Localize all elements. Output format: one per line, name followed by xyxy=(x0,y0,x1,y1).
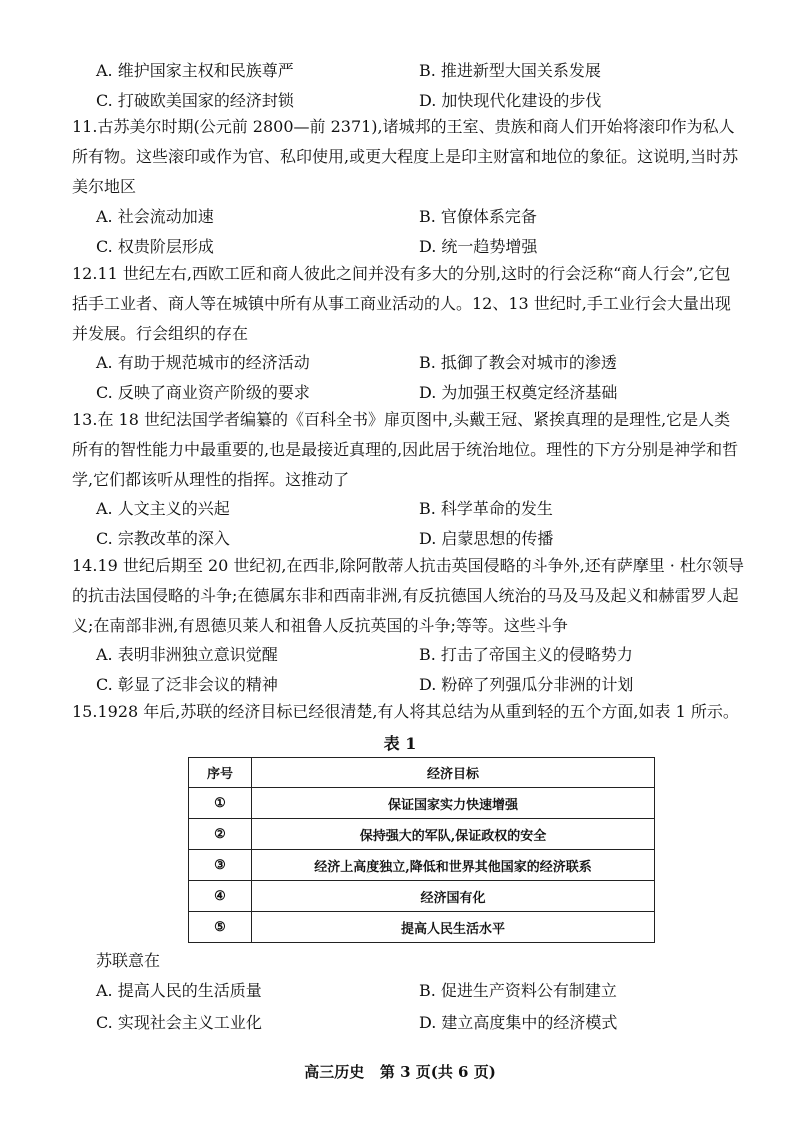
row-number: ④ xyxy=(189,881,252,912)
q12-option-c: C. 反映了商业资产阶级的要求 xyxy=(96,383,310,402)
question-number: 11. xyxy=(72,117,98,136)
q13-option-d: D. 启蒙思想的传播 xyxy=(419,529,554,548)
table-row xyxy=(189,912,655,943)
question-number: 13. xyxy=(72,410,98,429)
header-serial: 序号 xyxy=(189,758,252,788)
q12-option-d: D. 为加强王权奠定经济基础 xyxy=(419,383,618,402)
row-goal: 保持强大的军队,保证政权的安全 xyxy=(252,819,655,850)
q10-options-row1 xyxy=(96,58,736,88)
row-number: ⑤ xyxy=(189,912,252,943)
table-row xyxy=(189,881,655,912)
q12-option-a: A. 有助于规范城市的经济活动 xyxy=(96,353,310,372)
q15-lead-text: 苏联意在 xyxy=(96,951,161,970)
q14-option-a: A. 表明非洲独立意识觉醒 xyxy=(96,645,278,664)
question-15 xyxy=(72,697,744,727)
row-goal: 经济上高度独立,降低和世界其他国家的经济联系 xyxy=(252,850,655,881)
question-stem: 古苏美尔时期(公元前 2800—前 2371),诸城邦的王室、贵族和商人们开始将滚印作为私人所有物。这些滚印或作为官、私印使用,或更大程度上是印主财富和地位的象征。这说明,当时苏美尔地区 xyxy=(72,117,739,196)
q15-option-c: C. 实现社会主义工业化 xyxy=(96,1013,262,1032)
q15-option-a: A. 提高人民的生活质量 xyxy=(96,981,262,1000)
question-stem: 在 18 世纪法国学者编纂的《百科全书》扉页图中,头戴王冠、紧挨真理的是理性,它是人类所有的智性能力中最重要的,也是最接近真理的,因此居于统治地位。理性的下方分别是神学和哲学,它们都该听从理性的指挥。这推动了 xyxy=(72,410,739,489)
q11-options-row1 xyxy=(96,204,736,234)
question-13 xyxy=(72,405,744,495)
row-number: ③ xyxy=(189,850,252,881)
question-number: 15. xyxy=(72,702,98,721)
question-stem: 11 世纪左右,西欧工匠和商人彼此之间并没有多大的分别,这时的行会泛称“商人行会”,它包括手工业者、商人等在城镇中所有从事工商业活动的人。12、13 世纪时,手工业行会大量出现并发展。行会组织的存在 xyxy=(72,264,731,343)
q15-options-row2 xyxy=(96,1010,736,1040)
row-number: ① xyxy=(189,788,252,819)
question-stem: 1928 年后,苏联的经济目标已经很清楚,有人将其总结为从重到轻的五个方面,如表 1 所示。 xyxy=(97,702,739,721)
q12-options-row1 xyxy=(96,350,736,380)
q10-option-a: A. 维护国家主权和民族尊严 xyxy=(96,61,294,80)
q10-option-b: B. 推进新型大国关系发展 xyxy=(419,61,601,80)
table-row xyxy=(189,788,655,819)
row-number: ② xyxy=(189,819,252,850)
row-goal: 提高人民生活水平 xyxy=(252,912,655,943)
economic-goals-table xyxy=(188,757,655,943)
question-stem: 19 世纪后期至 20 世纪初,在西非,除阿散蒂人抗击英国侵略的斗争外,还有萨摩里 · 杜尔领导的抗击法国侵略的斗争;在德属东非和西南非洲,有反抗德国人统治的马及马及起义和赫雷罗人起义;在南部非洲,有恩德贝莱人和祖鲁人反抗英国的斗争;等等。这些斗争 xyxy=(72,556,744,635)
q11-option-c: C. 权贵阶层形成 xyxy=(96,237,214,256)
question-number: 12. xyxy=(72,264,98,283)
page-footer: 高三历史 第 3 页(共 6 页) xyxy=(304,1063,496,1081)
q14-option-c: C. 彰显了泛非会议的精神 xyxy=(96,675,278,694)
table-row xyxy=(189,819,655,850)
q13-option-b: B. 科学革命的发生 xyxy=(419,499,553,518)
row-goal: 经济国有化 xyxy=(252,881,655,912)
question-number: 14. xyxy=(72,556,98,575)
question-14 xyxy=(72,551,744,641)
q13-option-a: A. 人文主义的兴起 xyxy=(96,499,230,518)
q15-option-b: B. 促进生产资料公有制建立 xyxy=(419,981,617,1000)
table-caption: 表 1 xyxy=(383,734,417,753)
table-header-row xyxy=(189,758,655,788)
q12-option-b: B. 抵御了教会对城市的渗透 xyxy=(419,353,617,372)
q14-options-row1 xyxy=(96,642,736,672)
q15-options-row1 xyxy=(96,978,736,1008)
q10-option-c: C. 打破欧美国家的经济封锁 xyxy=(96,91,294,110)
q11-option-d: D. 统一趋势增强 xyxy=(419,237,538,256)
q13-option-c: C. 宗教改革的深入 xyxy=(96,529,230,548)
question-11 xyxy=(72,112,744,202)
table-row xyxy=(189,850,655,881)
row-goal: 保证国家实力快速增强 xyxy=(252,788,655,819)
q11-option-b: B. 官僚体系完备 xyxy=(419,207,537,226)
q11-option-a: A. 社会流动加速 xyxy=(96,207,214,226)
q14-option-d: D. 粉碎了列强瓜分非洲的计划 xyxy=(419,675,634,694)
question-12 xyxy=(72,259,744,349)
q14-option-b: B. 打击了帝国主义的侵略势力 xyxy=(419,645,633,664)
q10-option-d: D. 加快现代化建设的步伐 xyxy=(419,91,602,110)
header-goal: 经济目标 xyxy=(252,758,655,788)
q13-options-row1 xyxy=(96,496,736,526)
q15-option-d: D. 建立高度集中的经济模式 xyxy=(419,1013,618,1032)
